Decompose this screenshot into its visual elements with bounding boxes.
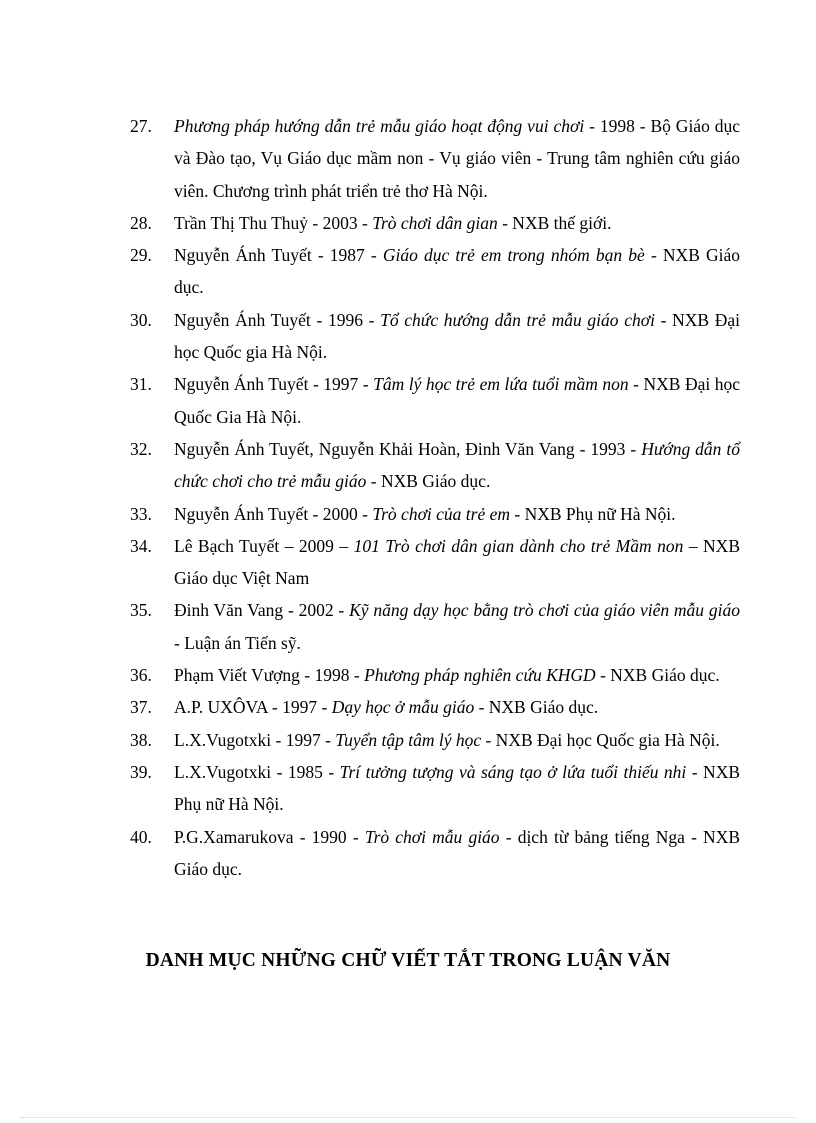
page-bottom-divider xyxy=(20,1117,796,1118)
reference-text xyxy=(174,691,740,723)
reference-number: 30. xyxy=(130,309,152,330)
reference-text xyxy=(174,594,740,659)
reference-number: 32. xyxy=(130,438,152,459)
reference-text xyxy=(174,239,740,304)
reference-item xyxy=(130,691,740,723)
reference-number: 28. xyxy=(130,212,152,233)
reference-item xyxy=(130,724,740,756)
reference-number: 27. xyxy=(130,116,152,136)
reference-publisher: - NXB Giáo dục. xyxy=(595,665,720,686)
reference-number: 36. xyxy=(130,665,152,686)
reference-number: 33. xyxy=(130,503,152,524)
reference-author: Đinh Văn Vang - 2002 - xyxy=(174,600,350,621)
reference-title: 101 Trò chơi dân gian dành cho trẻ Mầm non xyxy=(353,535,684,556)
reference-text xyxy=(174,756,740,821)
reference-author: Nguyễn Ánh Tuyết - 2000 - xyxy=(174,503,373,524)
reference-number: 31. xyxy=(130,374,152,395)
reference-title: Phương pháp hướng dẫn trẻ mẫu giáo hoạt động vui chơi xyxy=(174,116,585,136)
reference-author: Phạm Viết Vượng - 1998 - xyxy=(174,665,365,686)
reference-author: Nguyễn Ánh Tuyết - 1996 - xyxy=(174,309,381,330)
reference-item xyxy=(130,110,740,207)
reference-publisher: - Luận án Tiến sỹ. xyxy=(174,632,301,653)
reference-title: Tuyển tập tâm lý học xyxy=(335,729,482,750)
reference-publisher: - NXB Phụ nữ Hà Nội. xyxy=(174,761,741,815)
reference-text xyxy=(174,304,740,369)
reference-publisher: - NXB Đại học Quốc Gia Hà Nội. xyxy=(174,374,740,427)
reference-author: Nguyễn Ánh Tuyết - 1997 - xyxy=(174,374,374,395)
reference-title: Trí tưởng tượng và sáng tạo ở lứa tuổi thiếu nhi xyxy=(339,761,687,782)
reference-number: 40. xyxy=(130,826,152,847)
reference-title: Phương pháp nghiên cứu KHGD xyxy=(364,665,596,686)
reference-item xyxy=(130,659,740,691)
reference-publisher: - NXB Giáo dục. xyxy=(174,245,741,298)
reference-list xyxy=(130,110,740,885)
reference-item xyxy=(130,530,740,595)
reference-number: 37. xyxy=(130,697,152,718)
reference-author: L.X.Vugotxki - 1997 - xyxy=(174,729,336,750)
reference-title: Giáo dục trẻ em trong nhóm bạn bè xyxy=(382,245,645,266)
reference-number: 39. xyxy=(130,761,152,782)
reference-item xyxy=(130,821,740,886)
reference-author: L.X.Vugotxki - 1985 - xyxy=(174,761,340,782)
reference-item xyxy=(130,594,740,659)
reference-author: P.G.Xamarukova - 1990 - xyxy=(174,826,365,847)
reference-text xyxy=(174,821,740,886)
reference-publisher: - NXB Đại học Quốc gia Hà Nội. xyxy=(174,309,740,363)
reference-title: Trò chơi mẫu giáo xyxy=(364,826,500,847)
reference-item xyxy=(130,498,740,530)
reference-number: 35. xyxy=(130,600,152,621)
reference-item xyxy=(130,207,740,239)
reference-text xyxy=(174,207,740,239)
reference-author: Lê Bạch Tuyết – 2009 – xyxy=(174,535,354,556)
reference-text xyxy=(174,659,740,691)
reference-title: Trò chơi dân gian xyxy=(372,212,498,233)
reference-publisher: - 1998 - Bộ Giáo dục và Đào tạo, Vụ Giáo dục mầm non - Vụ giáo viên - Trung tâm nghiên cứu giáo viên. Chương trình phát triển trẻ thơ Hà Nội. xyxy=(174,116,740,201)
reference-item xyxy=(130,368,740,433)
reference-title: Tâm lý học trẻ em lứa tuổi mầm non xyxy=(373,374,629,395)
reference-title: Kỹ năng dạy học bằng trò chơi của giáo viên mẫu giáo xyxy=(349,600,740,621)
reference-publisher: - NXB Đại học Quốc gia Hà Nội. xyxy=(481,729,720,750)
reference-number: 29. xyxy=(130,245,152,266)
reference-text xyxy=(174,724,740,756)
reference-item xyxy=(130,756,740,821)
reference-title: Dạy học ở mẫu giáo xyxy=(331,697,475,718)
reference-number: 34. xyxy=(130,535,152,556)
reference-publisher: - NXB thế giới. xyxy=(497,212,612,233)
reference-title: Trò chơi của trẻ em xyxy=(372,503,511,524)
reference-text xyxy=(174,368,740,433)
reference-text xyxy=(174,530,740,595)
reference-author: A.P. UXÔVA - 1997 - xyxy=(174,697,332,718)
reference-author: Nguyễn Ánh Tuyết, Nguyễn Khải Hoàn, Đinh Văn Vang - 1993 - xyxy=(174,438,642,459)
section-heading: DANH MỤC NHỮNG CHỮ VIẾT TẮT TRONG LUẬN VĂN xyxy=(145,950,671,971)
reference-publisher: - NXB Giáo dục. xyxy=(366,471,491,492)
reference-publisher: - dịch từ bảng tiếng Nga - NXB Giáo dục. xyxy=(174,826,740,879)
reference-publisher: – NXB Giáo dục Việt Nam xyxy=(174,535,740,589)
reference-publisher: - NXB Phụ nữ Hà Nội. xyxy=(510,503,676,524)
reference-number: 38. xyxy=(130,729,152,750)
reference-text xyxy=(174,498,740,530)
reference-item xyxy=(130,304,740,369)
reference-item xyxy=(130,239,740,304)
reference-author: Nguyễn Ánh Tuyết - 1987 - xyxy=(174,245,383,266)
reference-item xyxy=(130,433,740,498)
reference-text xyxy=(174,110,740,207)
reference-text xyxy=(174,433,740,498)
reference-title: Hướng dẫn tổ chức chơi cho trẻ mẫu giáo xyxy=(174,438,740,492)
reference-publisher: - NXB Giáo dục. xyxy=(474,697,599,718)
reference-title: Tổ chức hướng dẫn trẻ mẫu giáo chơi xyxy=(380,309,655,330)
reference-author: Trần Thị Thu Thuỷ - 2003 - xyxy=(174,212,373,233)
